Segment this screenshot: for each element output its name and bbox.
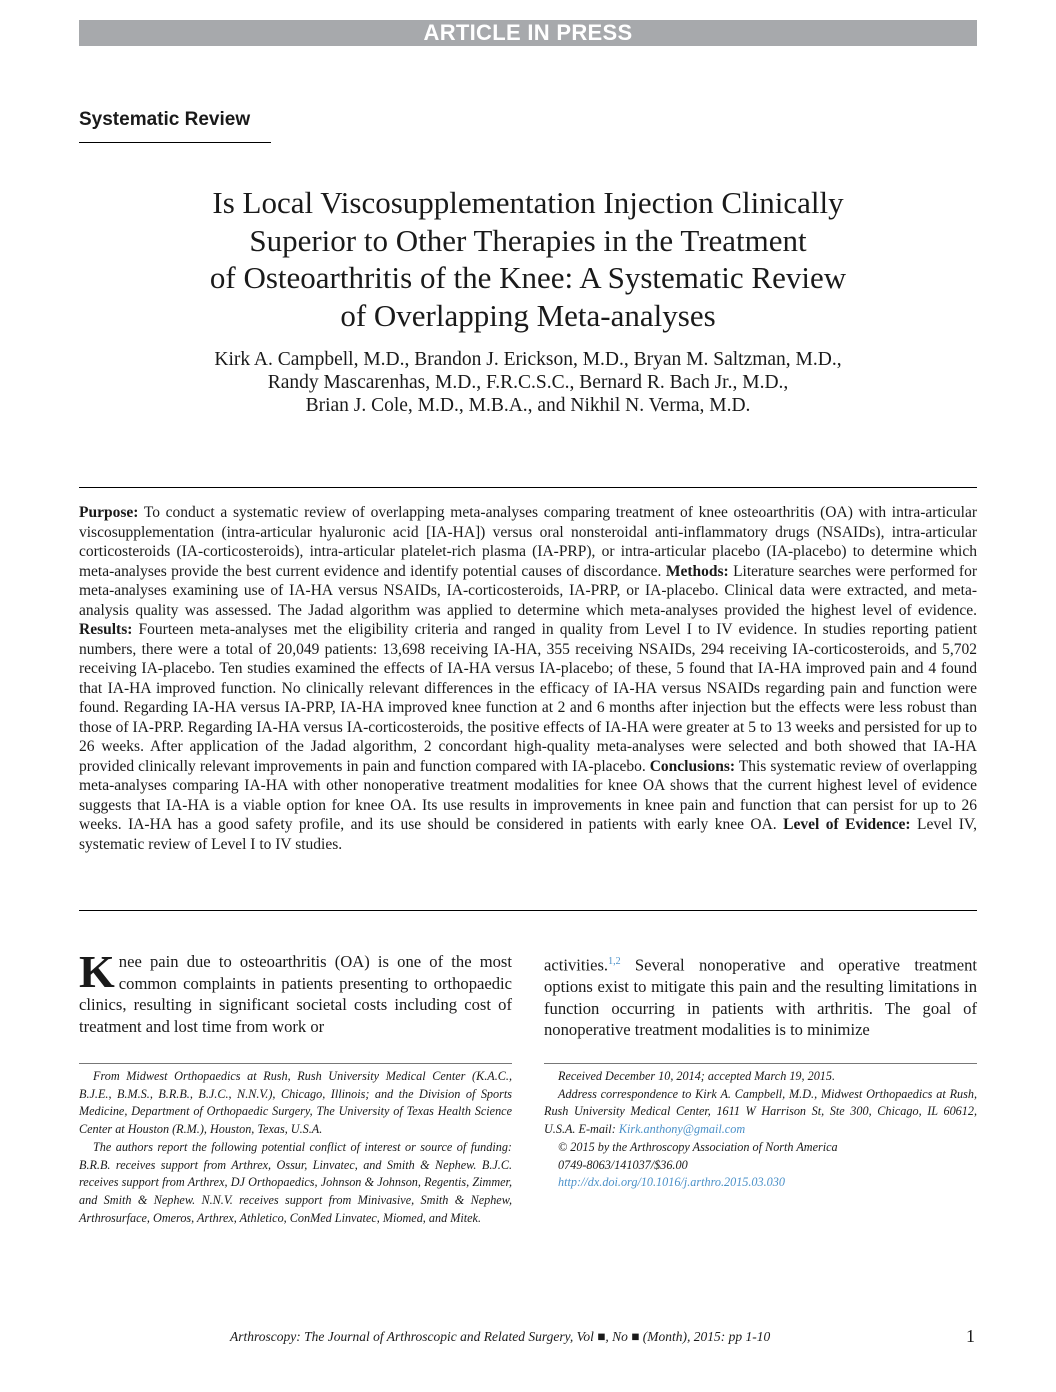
title-line: of Osteoarthritis of the Knee: A Systematic Review (209, 260, 847, 295)
methods-label: Methods: (665, 562, 729, 580)
page-number: 1 (966, 1326, 975, 1346)
citation-link[interactable]: 1,2 (608, 956, 621, 967)
body-text-right: Several nonoperative and operative treatment options exist to mitigate this pain and the resulting limitations in function occurring in patients with arthritis. The goal of nonoperative treatment modalities is to minimize (544, 955, 977, 1040)
correspondence-note (544, 1086, 977, 1139)
title-line: Is Local Viscosupplementation Injection Clinically (212, 185, 844, 220)
address-text: Address correspondence to Kirk A. Campbell, M.D., Midwest Orthopaedics at Rush, Rush University Medical Center, 1611 W Harrison St, Ste 300, Chicago, IL 60612, U.S.A. E-mail: (544, 1086, 977, 1137)
purpose-text: To conduct a systematic review of overlapping meta-analyses comparing treatment of knee osteoarthritis (OA) with intra-articular viscosupplementation (intra-articular hyaluronic acid [IA-HA]) versus oral nonsteroidal anti-inflammatory drugs (NSAIDs), intra-articular corticosteroids (IA-corticosteroids), intra-articular platelet-rich plasma (IA-PRP), or intra-articular placebo (IA-placebo) to determine which meta-analyses provide the best current evidence and identify potential causes of discordance. (79, 504, 977, 580)
affiliation-note: From Midwest Orthopaedics at Rush, Rush University Medical Center (K.A.C., B.J.E., B.M.S., B.R.B., B.J.C., N.N.V.), Chicago, Illinois; and the Division of Sports Medicine, Department of Orthopaedic Surgery, The University of Texas Health Science Center at Houston (R.M.), Houston, Texas, U.S.A. (79, 1069, 512, 1137)
methods-text: Literature searches were performed for meta-analyses examining use of IA-HA versus NSAIDs, IA-corticosteroids, IA-PRP, or IA-placebo. Clinical data were extracted, and meta-analysis quality was assessed. The Jadad algorithm was applied to determine which meta-analyses provided the highest level of evidence. (79, 562, 977, 619)
footnote-rule-right (544, 1063, 977, 1064)
section-divider (79, 142, 271, 143)
title-line: Superior to Other Therapies in the Treatment (249, 222, 807, 258)
footnote-rule-left (79, 1063, 512, 1064)
conclusions-text: This systematic review of overlapping meta-analyses comparing IA-HA with other nonoperative treatment modalities for knee OA shows that the current highest level of evidence suggests that IA-HA is a viable option for knee OA. Its use results in improvements in knee pain and function that can persist for up to 26 weeks. IA-HA has a good safety profile, and its use should be considered in patients with early knee OA. (79, 757, 977, 833)
results-label: Results: (79, 621, 133, 638)
author-line: Brian J. Cole, M.D., M.B.A., and Nikhil N. Verma, M.D. (305, 395, 751, 416)
article-in-press-banner: ARTICLE IN PRESS (79, 20, 977, 46)
abstract-bottom-rule (79, 910, 977, 911)
results-text: Fourteen meta-analyses met the eligibility criteria and ranged in quality from Level I to IV evidence. In studies reporting patient numbers, there were a total of 20,049 patients: 13,698 receiving IA-HA, 355 receiving NSAIDs, 294 receiving IA-corticosteroids, and 5,702 receiving IA-placebo. Ten studies examined the effects of IA-HA versus IA-placebo; of these, 5 found that IA-HA improved pain and 4 found that IA-HA improved function. No clinically relevant differences in the efficacy of IA-HA versus NSAIDs regarding pain and function were found. Regarding IA-HA versus IA-PRP, IA-HA improved knee function at 2 and 6 months after injection but the effects were less robust than those of IA-PRP. Regarding IA-HA versus IA-corticosteroids, the positive effects of IA-HA were greater at 5 to 13 weeks and persisted for up to 26 weeks. After application of the Jadad algorithm, 2 concordant high-quality meta-analyses were selected and both showed that IA-HA provided clinically relevant improvements in pain and function compared with IA-placebo. (79, 621, 977, 775)
author-line: Randy Mascarenhas, M.D., F.R.C.S.C., Bernard R. Bach Jr., M.D., (267, 372, 789, 393)
author-list (100, 348, 956, 417)
email-link[interactable]: Kirk.anthony@gmail.com (618, 1122, 746, 1137)
level-of-evidence-label: Level of Evidence: (783, 816, 911, 833)
doi-note (544, 1174, 977, 1192)
article-title (130, 184, 926, 334)
drop-cap: K (79, 946, 115, 997)
body-column-left (79, 946, 512, 1037)
footnotes-right (544, 1068, 977, 1192)
author-line: Kirk A. Campbell, M.D., Brandon J. Erickson, M.D., Bryan M. Saltzman, M.D., (214, 349, 842, 370)
doi-link[interactable]: http://dx.doi.org/10.1016/j.arthro.2015.03.030 (558, 1175, 785, 1190)
title-line: of Overlapping Meta-analyses (340, 297, 716, 333)
issn-note: 0749-8063/141037/$36.00 (558, 1157, 688, 1172)
section-label: Systematic Review (79, 109, 251, 130)
footnotes-left (79, 1068, 512, 1227)
body-column-right (544, 951, 977, 1041)
received-note: Received December 10, 2014; accepted March 19, 2015. (558, 1069, 836, 1083)
conflict-note: The authors report the following potential conflict of interest or source of funding: B.R.B. receives support from Arthrex, Ossur, Linvatec, and Smith & Nephew. B.J.C. receives support from Arthrex, DJ Orthopaedics, Johnson & Johnson, Regentis, Zimmer, and Smith & Nephew. N.N.V. receives support from Minivasive, Smith & Nephew, Arthrosurface, Omeros, Arthrex, Athletico, ConMed Linvatec, Miomed, and Mitek. (79, 1139, 512, 1225)
body-text-left: nee pain due to osteoarthritis (OA) is one of the most common complaints in patients presenting to orthopaedic clinics, resulting in significant societal costs including cost of treatment and lost time from work or (79, 952, 512, 1036)
body-text-right-start: activities. (544, 955, 609, 975)
journal-footer: Arthroscopy: The Journal of Arthroscopic and Related Surgery, Vol ■, No ■ (Month), 2015: pp 1-10 (230, 1329, 771, 1344)
abstract-top-rule (79, 487, 977, 488)
copyright-note: © 2015 by the Arthroscopy Association of North America (558, 1139, 838, 1154)
level-of-evidence-text: Level IV, systematic review of Level I to IV studies. (79, 816, 977, 853)
conclusions-label: Conclusions: (649, 757, 736, 775)
purpose-label: Purpose: (79, 504, 139, 521)
abstract (79, 503, 977, 854)
